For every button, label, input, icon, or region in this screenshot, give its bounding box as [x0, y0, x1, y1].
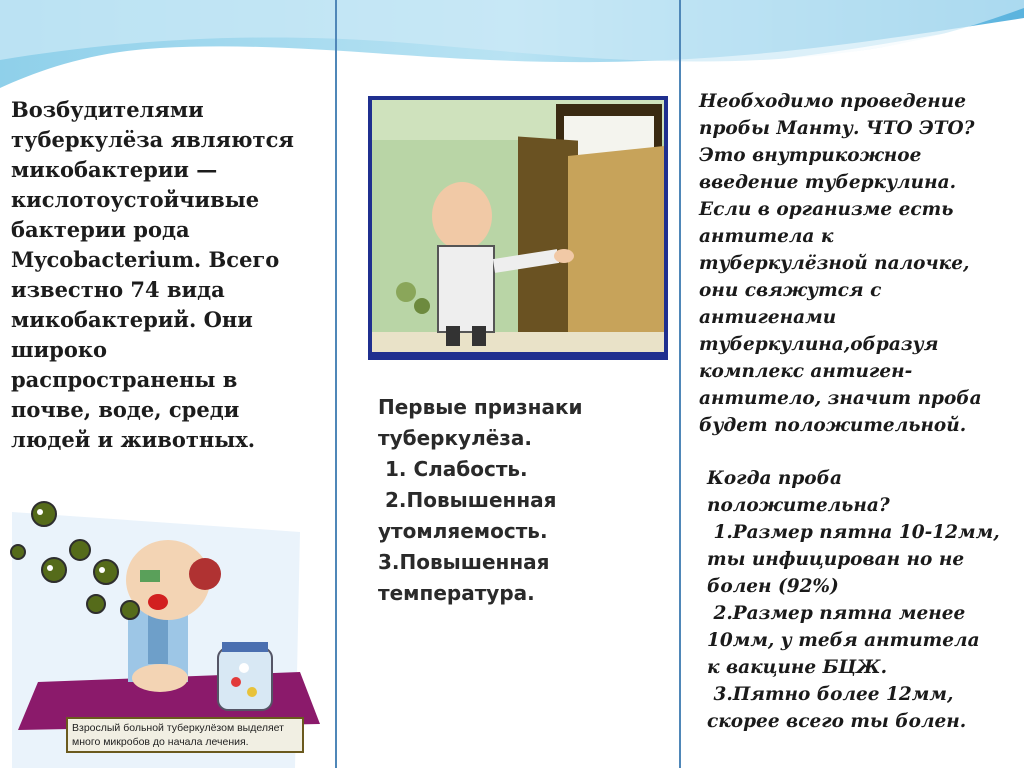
mantoux-text-line: антитела к: [699, 226, 834, 247]
positive-test-line: 1.Размер пятна 10-12мм,: [707, 522, 1000, 543]
symptom-line: Первые признаки: [378, 395, 583, 419]
left-text-line: бактерии рода: [11, 217, 190, 242]
left-text-line: почве, воде, среди: [11, 397, 240, 422]
mantoux-text-line: туберкулина,образуя: [699, 334, 939, 355]
symptom-line: туберкулёза.: [378, 426, 533, 450]
right-column-mantoux-text: [699, 88, 999, 439]
positive-test-line: болен (92%): [707, 576, 839, 597]
positive-test-line: 2.Размер пятна менее: [707, 603, 966, 624]
mantoux-text-line: комплекс антиген-: [699, 361, 913, 382]
positive-test-line: 3.Пятно более 12мм,: [707, 684, 954, 705]
left-column-text: [11, 95, 311, 455]
right-column-positive-test-text: [707, 465, 1007, 735]
left-text-line: кислотоустойчивые: [11, 187, 260, 212]
symptom-line: температура.: [378, 581, 535, 605]
mantoux-text-line: введение туберкулина.: [699, 172, 957, 193]
column-divider-right: [679, 0, 681, 768]
middle-column-symptoms: [378, 392, 668, 609]
mantoux-text-line: туберкулёзной палочке,: [699, 253, 970, 274]
mantoux-text-line: пробы Манту. ЧТО ЭТО?: [699, 118, 975, 139]
symptom-line: утомляемость.: [378, 519, 548, 543]
symptom-line: 1. Слабость.: [378, 457, 528, 481]
left-text-line: Возбудителями: [11, 97, 204, 122]
left-text-line: распространены в: [11, 367, 238, 392]
positive-test-line: ты инфицирован но не: [707, 549, 965, 570]
positive-test-line: 10мм, у тебя антитела: [707, 630, 980, 651]
left-text-line: известно 74 вида: [11, 277, 225, 302]
mantoux-text-line: они свяжутся с: [699, 280, 882, 301]
mantoux-text-line: Если в организме есть: [699, 199, 954, 220]
mantoux-text-line: Это внутрикожное: [699, 145, 922, 166]
left-text-line: микобактерии —: [11, 157, 218, 182]
mantoux-text-line: антитело, значит проба: [699, 388, 982, 409]
doctor-illustration: [368, 96, 668, 360]
mantoux-text-line: будет положительной.: [699, 415, 967, 436]
symptom-line: 2.Повышенная: [378, 488, 557, 512]
left-text-line: людей и животных.: [11, 427, 256, 452]
positive-test-line: скорее всего ты болен.: [707, 711, 967, 732]
left-text-line: туберкулёза являются: [11, 127, 294, 152]
positive-test-line: Когда проба: [707, 468, 842, 489]
left-text-line: микобактерий. Они: [11, 307, 253, 332]
positive-test-line: к вакцине БЦЖ.: [707, 657, 888, 678]
column-divider-left: [335, 0, 337, 768]
left-text-line: широко: [11, 337, 108, 362]
mantoux-text-line: Необходимо проведение: [699, 91, 966, 112]
illustration-caption: Взрослый больной туберкулёзом выделяет много микробов до начала лечения.: [66, 717, 304, 753]
positive-test-line: положительна?: [707, 495, 890, 516]
mantoux-text-line: антигенами: [699, 307, 837, 328]
left-text-line: Mycobacterium. Всего: [11, 247, 280, 272]
symptom-line: 3.Повышенная: [378, 550, 550, 574]
